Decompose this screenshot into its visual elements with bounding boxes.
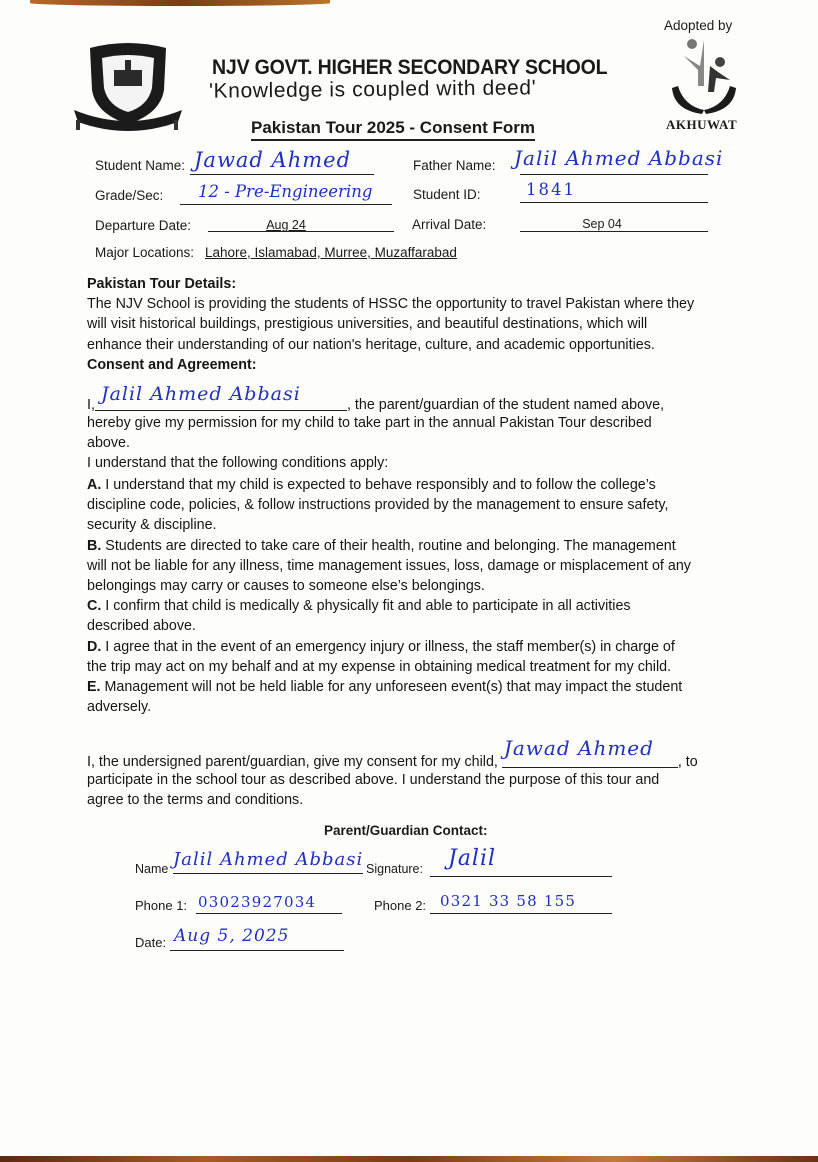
condition-line: will not be liable for any illness, time management issues, loss, damage or misplacement of any: [87, 557, 691, 574]
arrival-label: Arrival Date:: [412, 217, 487, 232]
date-value: Aug 5, 2025: [174, 926, 290, 946]
condition-letter: D.: [87, 638, 102, 655]
school-crest-icon: [68, 40, 188, 136]
akhuwat-hands-icon: [664, 36, 744, 116]
school-motto: 'Knowledge is coupled with deed': [208, 76, 537, 103]
departure-field[interactable]: [208, 214, 394, 232]
tour-details-heading: Pakistan Tour Details:: [87, 276, 237, 292]
consent-heading: Consent and Agreement:: [87, 356, 257, 373]
consent-intro-line: hereby give my permission for my child to take part in the annual Pakistan Tour described: [87, 415, 652, 431]
condition-letter: A.: [87, 477, 102, 493]
condition-c: [87, 596, 767, 636]
arrival-field[interactable]: [520, 214, 708, 232]
child-name-field[interactable]: [502, 736, 678, 768]
condition-line: Students are directed to take care of their health, routine and belonging. The management: [105, 537, 676, 554]
locations-value: Lahore, Islamabad, Murree, Muzaffarabad: [205, 245, 457, 260]
condition-e: [87, 677, 767, 717]
phone1-field[interactable]: [196, 894, 342, 914]
phone2-label: Phone 2:: [374, 898, 427, 913]
date-label: Date:: [135, 935, 167, 950]
condition-line: belongings may carry or causes to someone else’s belongings.: [87, 578, 485, 595]
condition-letter: C.: [87, 598, 102, 615]
consent-intro-suffix: , the parent/guardian of the student named above,: [346, 397, 665, 413]
condition-letter: B.: [87, 537, 102, 554]
signature-label: Signature:: [366, 862, 423, 876]
condition-line: security & discipline.: [87, 517, 217, 534]
condition-a: [87, 475, 767, 536]
locations-label: Major Locations:: [95, 245, 195, 260]
student-name-value: Jawad Ahmed: [194, 148, 352, 172]
grade-field[interactable]: [180, 182, 392, 205]
grade-value: 12 - Pre-Engineering: [198, 182, 373, 201]
student-name-field[interactable]: [190, 150, 374, 175]
condition-line: I confirm that child is medically & physically fit and able to participate in all activities: [105, 598, 631, 615]
signature-field[interactable]: [430, 846, 612, 877]
condition-line: Management will not be held liable for any unforeseen event(s) that may impact the student: [104, 679, 683, 696]
school-name: NJV GOVT. HIGHER SECONDARY SCHOOL: [212, 56, 608, 79]
contact-name-label: Name: [135, 862, 169, 876]
condition-line: I agree that in the event of an emergency injury or illness, the staff member(s) in charge of: [105, 638, 675, 655]
declaration-prefix: I, the undersigned parent/guardian, give my consent for my child,: [87, 754, 498, 770]
signature-value: Jalil: [448, 846, 497, 871]
consent-intro-prefix: I,: [87, 397, 95, 413]
contact-heading: Parent/Guardian Contact:: [324, 823, 488, 838]
student-id-label: Student ID:: [413, 187, 481, 202]
condition-line: discipline code, policies, & follow instructions provided by the management to ensure safety,: [87, 497, 669, 514]
phone1-value: 03023927034: [198, 893, 317, 911]
condition-line: I understand that my child is expected to behave responsibly and to follow the college’s: [105, 477, 656, 493]
condition-b: [87, 536, 767, 597]
father-name-field[interactable]: [514, 146, 724, 175]
declaration-line: participate in the school tour as described above. I understand the purpose of this tour and: [87, 772, 660, 788]
grade-label: Grade/Sec:: [95, 188, 164, 203]
conditions-list: [87, 475, 767, 717]
condition-line: the trip may act on my behalf and at my expense in obtaining medical treatment for my child.: [87, 658, 672, 675]
consent-intro-line: above.: [87, 435, 130, 452]
form-title: Pakistan Tour 2025 - Consent Form: [251, 118, 535, 141]
contact-name-field[interactable]: [173, 849, 364, 874]
condition-line: adversely.: [87, 699, 152, 716]
phone2-value: 0321 33 58 155: [440, 892, 577, 910]
guardian-name-field[interactable]: [95, 383, 347, 411]
tour-details-line: will visit historical buildings, prestigious universities, and beautiful destinations, which will: [87, 316, 648, 333]
tour-details-line: enhance their understanding of our nation's heritage, culture, and academic opportunities.: [87, 336, 655, 353]
condition-line: described above.: [87, 618, 196, 635]
student-name-label: Student Name:: [95, 158, 186, 173]
student-id-value: 1841: [526, 180, 576, 199]
phone2-field[interactable]: [430, 894, 612, 914]
student-id-field[interactable]: [520, 182, 708, 203]
consent-intro-line: I understand that the following conditions apply:: [87, 455, 389, 472]
adopted-by-label: Adopted by: [664, 18, 733, 33]
date-field[interactable]: [170, 928, 344, 951]
declaration-suffix: , to: [677, 754, 698, 770]
father-name-label: Father Name:: [413, 158, 496, 173]
photo-edge-top: [30, 0, 330, 6]
guardian-name-value: Jalil Ahmed Abbasi: [100, 383, 301, 405]
child-name-value: Jawad Ahmed: [503, 736, 654, 760]
arrival-value: Sep 04: [582, 217, 622, 231]
phone1-label: Phone 1:: [135, 898, 188, 913]
departure-value: Aug 24: [266, 218, 306, 232]
partner-name: AKHUWAT: [666, 117, 738, 132]
photo-edge-bottom: [0, 1156, 818, 1162]
departure-label: Departure Date:: [95, 218, 192, 233]
condition-d: [87, 637, 767, 677]
condition-letter: E.: [87, 679, 101, 696]
declaration-line: agree to the terms and conditions.: [87, 792, 304, 809]
tour-details-line: The NJV School is providing the students of HSSC the opportunity to travel Pakistan where they: [87, 296, 695, 313]
contact-name-value: Jalil Ahmed Abbasi: [173, 849, 364, 870]
father-name-value: Jalil Ahmed Abbasi: [514, 146, 724, 170]
